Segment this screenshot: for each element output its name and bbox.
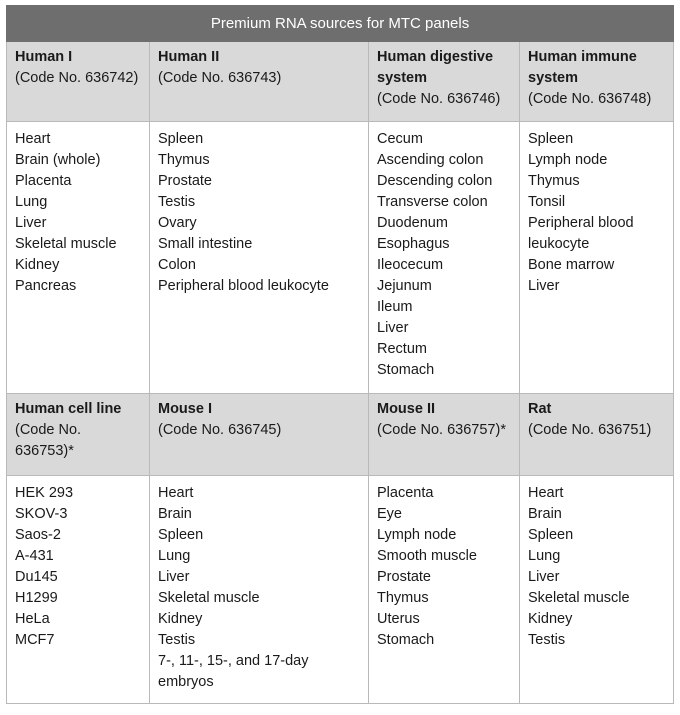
tissue-item: Prostate (158, 173, 212, 189)
panel-name: Mouse I (158, 401, 212, 417)
panel-header-cell (520, 394, 674, 476)
panel-name: Human digestive system (377, 49, 494, 86)
panel-tissue-list (7, 122, 150, 394)
panel-name: Human cell line (15, 401, 122, 417)
tissue-item: Heart (15, 131, 51, 147)
tissue-item: Transverse colon (377, 194, 488, 210)
tissue-item: Lung (15, 194, 48, 210)
tissue-item: Spleen (158, 527, 204, 543)
tissue-item: Heart (528, 485, 564, 501)
tissue-item: Kidney (528, 611, 573, 627)
tissue-item: Testis (158, 632, 196, 648)
tissue-item: Liver (528, 278, 560, 294)
tissue-item: Spleen (158, 131, 204, 147)
tissue-item: 7-, 11-, 15-, and 17-day embryos (158, 653, 309, 690)
panel-code: (Code No. 636743) (158, 70, 282, 86)
panel-header-cell (520, 42, 674, 122)
tissue-item: Tonsil (528, 194, 566, 210)
tissue-item: Esophagus (377, 236, 450, 252)
tissue-item: Rectum (377, 341, 427, 357)
panel-name: Human I (15, 49, 73, 65)
tissue-item: Peripheral blood leukocyte (158, 278, 329, 294)
tissue-item: Skeletal muscle (158, 590, 260, 606)
tissue-item: Skeletal muscle (15, 236, 117, 252)
tissue-item: Ascending colon (377, 152, 484, 168)
tissue-item: Spleen (528, 527, 574, 543)
tissue-item: Duodenum (377, 215, 448, 231)
tissue-item: Colon (158, 257, 196, 273)
panel-tissue-list (150, 476, 369, 704)
panel-header-row (7, 394, 674, 476)
tissue-item: Jejunum (377, 278, 432, 294)
rna-sources-table-container (6, 5, 673, 704)
panel-header-cell (7, 42, 150, 122)
tissue-item: Testis (528, 632, 566, 648)
tissue-item: Lung (158, 548, 191, 564)
panel-code: (Code No. 636742) (15, 70, 139, 86)
tissue-item: Lymph node (377, 527, 457, 543)
tissue-item: Ileocecum (377, 257, 444, 273)
panel-header-cell (369, 42, 520, 122)
tissue-item: Testis (158, 194, 196, 210)
tissue-item: Stomach (377, 632, 435, 648)
panel-tissue-list (7, 476, 150, 704)
tissue-item: A-431 (15, 548, 54, 564)
tissue-item: Peripheral blood leukocyte (528, 215, 634, 252)
tissue-item: Brain (528, 506, 562, 522)
tissue-item: Liver (377, 320, 409, 336)
tissue-item: Ileum (377, 299, 413, 315)
tissue-item: Smooth muscle (377, 548, 477, 564)
panel-tissue-list (369, 476, 520, 704)
panel-header-cell (369, 394, 520, 476)
panel-code: (Code No. 636757)* (377, 422, 506, 438)
tissue-item: Prostate (377, 569, 431, 585)
panel-name: Rat (528, 401, 552, 417)
panel-header-cell (7, 394, 150, 476)
tissue-item: Small intestine (158, 236, 253, 252)
tissue-item: Pancreas (15, 278, 77, 294)
panel-code: (Code No. 636748) (528, 91, 652, 107)
tissue-item: Thymus (377, 590, 429, 606)
panel-header-row (7, 42, 674, 122)
panel-code: (Code No. 636751) (528, 422, 652, 438)
tissue-item: Cecum (377, 131, 423, 147)
tissue-item: HeLa (15, 611, 50, 627)
tissue-item: Kidney (15, 257, 60, 273)
tissue-item: Kidney (158, 611, 203, 627)
panel-tissue-list (369, 122, 520, 394)
tissue-item: HEK 293 (15, 485, 74, 501)
tissue-item: Placenta (15, 173, 72, 189)
panel-code: (Code No. 636745) (158, 422, 282, 438)
tissue-item: Uterus (377, 611, 420, 627)
tissue-item: Saos-2 (15, 527, 61, 543)
tissue-item: Lymph node (528, 152, 608, 168)
panel-code: (Code No. 636753)* (15, 422, 82, 459)
panel-tissue-list (150, 122, 369, 394)
panel-header-cell (150, 394, 369, 476)
panel-tissue-list (520, 476, 674, 704)
tissue-item: Bone marrow (528, 257, 615, 273)
tissue-item: H1299 (15, 590, 58, 606)
table-title: Premium RNA sources for MTC panels (7, 6, 674, 42)
panel-tissue-row (7, 476, 674, 704)
tissue-item: Du145 (15, 569, 58, 585)
panel-header-cell (150, 42, 369, 122)
tissue-item: Heart (158, 485, 194, 501)
rna-sources-table (6, 5, 674, 704)
panel-name: Human immune system (528, 49, 637, 86)
panel-name: Human II (158, 49, 220, 65)
tissue-item: Thymus (158, 152, 210, 168)
tissue-item: Brain (whole) (15, 152, 101, 168)
panel-tissue-row (7, 122, 674, 394)
tissue-item: Spleen (528, 131, 574, 147)
tissue-item: Liver (528, 569, 560, 585)
tissue-item: Brain (158, 506, 192, 522)
tissue-item: Skeletal muscle (528, 590, 630, 606)
tissue-item: Descending colon (377, 173, 493, 189)
tissue-item: MCF7 (15, 632, 55, 648)
table-body (7, 42, 674, 704)
table-title-row (7, 6, 674, 42)
panel-tissue-list (520, 122, 674, 394)
tissue-item: Eye (377, 506, 402, 522)
tissue-item: Placenta (377, 485, 434, 501)
tissue-item: Liver (15, 215, 47, 231)
tissue-item: Thymus (528, 173, 580, 189)
tissue-item: Lung (528, 548, 561, 564)
tissue-item: Stomach (377, 362, 435, 378)
tissue-item: Liver (158, 569, 190, 585)
panel-name: Mouse II (377, 401, 436, 417)
tissue-item: Ovary (158, 215, 197, 231)
panel-code: (Code No. 636746) (377, 91, 501, 107)
tissue-item: SKOV-3 (15, 506, 68, 522)
